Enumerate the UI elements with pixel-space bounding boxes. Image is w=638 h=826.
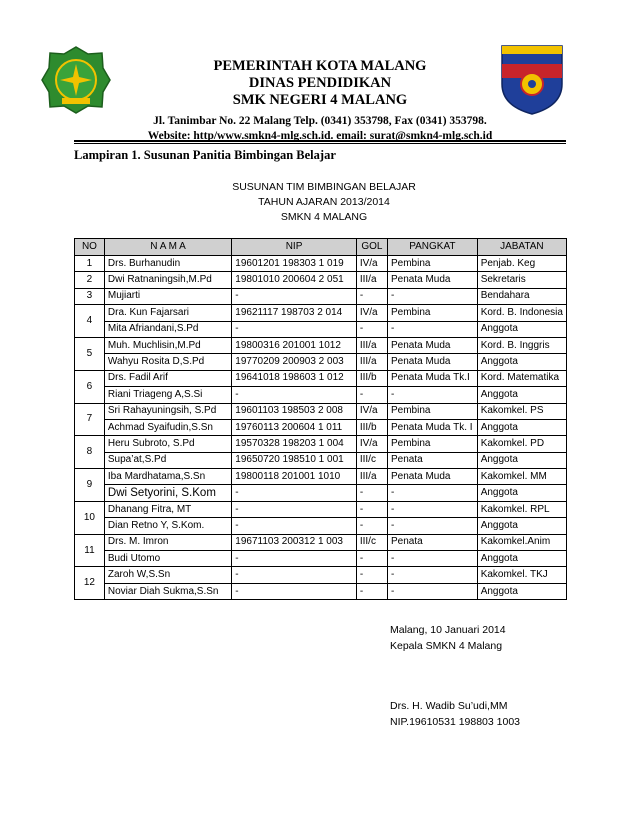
cell-jabatan: Bendahara [477, 288, 566, 304]
table-row [75, 403, 567, 419]
cell-nip: 19801010 200604 2 051 [232, 272, 357, 288]
cell-nama: Wahyu Rosita D,S.Pd [104, 354, 231, 370]
cell-nip: - [232, 387, 357, 403]
cell-nip: - [232, 501, 357, 517]
cell-nama: Dhanang Fitra, MT [104, 501, 231, 517]
cell-gol: IV/a [356, 305, 387, 321]
cell-gol: III/a [356, 272, 387, 288]
table-row [75, 337, 567, 353]
cell-no: 2 [75, 272, 105, 288]
cell-pangkat: Penata Muda Tk.I [388, 370, 478, 386]
table-row [75, 305, 567, 321]
cell-no: 9 [75, 469, 105, 502]
cell-pangkat: - [388, 518, 478, 534]
cell-pangkat: - [388, 583, 478, 599]
cell-pangkat: - [388, 485, 478, 501]
table-row [75, 551, 567, 567]
letterhead-address: Jl. Tanimbar No. 22 Malang Telp. (0341) 353798, Fax (0341) 353798. [153, 115, 487, 127]
cell-pangkat: - [388, 321, 478, 337]
table-row [75, 501, 567, 517]
cell-pangkat: Pembina [388, 436, 478, 452]
letterhead-rule-thin [74, 143, 566, 144]
table-row [75, 534, 567, 550]
table-header-row [75, 239, 567, 256]
cell-gol: III/a [356, 337, 387, 353]
cell-nip: 19641018 198603 1 012 [232, 370, 357, 386]
cell-no: 3 [75, 288, 105, 304]
letterhead-government: PEMERINTAH KOTA MALANG [213, 58, 427, 74]
cell-gol: IV/a [356, 256, 387, 272]
cell-jabatan: Kakomkel. PS [477, 403, 566, 419]
cell-pangkat: Penata Muda [388, 337, 478, 353]
cell-nip: 19621117 198703 2 014 [232, 305, 357, 321]
cell-jabatan: Anggota [477, 485, 566, 501]
cell-nama: Drs. Burhanudin [104, 256, 231, 272]
cell-no: 5 [75, 337, 105, 370]
cell-nip: 19760113 200604 1 011 [232, 419, 357, 435]
cell-gol: III/a [356, 354, 387, 370]
table-row [75, 485, 567, 501]
cell-nip: 19800118 201001 1010 [232, 469, 357, 485]
cell-pangkat: Penata [388, 534, 478, 550]
cell-jabatan: Sekretaris [477, 272, 566, 288]
cell-gol: IV/a [356, 436, 387, 452]
cell-gol: III/b [356, 370, 387, 386]
table-row [75, 256, 567, 272]
signature-block [390, 622, 520, 730]
cell-nip: 19671103 200312 1 003 [232, 534, 357, 550]
cell-jabatan: Kakomkel. MM [477, 469, 566, 485]
cell-nama: Zaroh W,S.Sn [104, 567, 231, 583]
cell-no: 10 [75, 501, 105, 534]
header-nama: N A M A [104, 239, 231, 256]
cell-nip: 19800316 201001 1012 [232, 337, 357, 353]
cell-jabatan: Kord. Matematika [477, 370, 566, 386]
title-line-1: SUSUNAN TIM BIMBINGAN BELAJAR [232, 181, 416, 193]
cell-nama: Mujiarti [104, 288, 231, 304]
cell-no: 11 [75, 534, 105, 567]
letterhead-website: Website: http/www.smkn4-mlg.sch.id. email: surat@smkn4-mlg.sch.id [147, 130, 493, 142]
cell-jabatan: Anggota [477, 551, 566, 567]
cell-nama: Sri Rahayuningsih, S.Pd [104, 403, 231, 419]
cell-no: 12 [75, 567, 105, 600]
cell-nama: Noviar Diah Sukma,S.Sn [104, 583, 231, 599]
table-row [75, 387, 567, 403]
table-row [75, 354, 567, 370]
letterhead-rule [74, 140, 566, 142]
cell-jabatan: Kakomkel. TKJ [477, 567, 566, 583]
cell-nama: Dwi Setyorini, S.Kom [104, 485, 231, 501]
table-row [75, 583, 567, 599]
cell-pangkat: Penata [388, 452, 478, 468]
cell-nama: Mita Afriandani,S.Pd [104, 321, 231, 337]
cell-nip: - [232, 551, 357, 567]
cell-nip: 19770209 200903 2 003 [232, 354, 357, 370]
signature-nip: NIP.19610531 198803 1003 [390, 716, 521, 728]
cell-jabatan: Anggota [477, 354, 566, 370]
cell-pangkat: Penata Muda [388, 469, 478, 485]
table-row [75, 469, 567, 485]
header-gol: GOL [356, 239, 387, 256]
cell-nip: 19601201 198303 1 019 [232, 256, 357, 272]
cell-nip: - [232, 567, 357, 583]
cell-pangkat: - [388, 551, 478, 567]
table-row [75, 567, 567, 583]
cell-no: 1 [75, 256, 105, 272]
cell-nama: Muh. Muchlisin,M.Pd [104, 337, 231, 353]
title-line-3: SMKN 4 MALANG [280, 211, 368, 223]
cell-pangkat: Penata Muda [388, 272, 478, 288]
table-row [75, 436, 567, 452]
cell-nip: - [232, 321, 357, 337]
cell-jabatan: Anggota [477, 518, 566, 534]
cell-nama: Budi Utomo [104, 551, 231, 567]
attachment-heading: Lampiran 1. Susunan Panitia Bimbingan Belajar [74, 148, 336, 162]
letterhead-department: DINAS PENDIDIKAN [248, 75, 392, 91]
header-nip: NIP [232, 239, 357, 256]
cell-jabatan: Anggota [477, 387, 566, 403]
cell-nama: Supa’at,S.Pd [104, 452, 231, 468]
table-row [75, 321, 567, 337]
cell-pangkat: - [388, 387, 478, 403]
cell-gol: - [356, 501, 387, 517]
cell-nip: 19650720 198510 1 001 [232, 452, 357, 468]
city-emblem-icon [40, 44, 112, 116]
cell-nip: 19570328 198203 1 004 [232, 436, 357, 452]
cell-jabatan: Penjab. Keg [477, 256, 566, 272]
letterhead [120, 58, 520, 144]
table-row [75, 272, 567, 288]
cell-jabatan: Anggota [477, 583, 566, 599]
cell-gol: - [356, 567, 387, 583]
cell-pangkat: Penata Muda Tk. I [388, 419, 478, 435]
title-line-2: TAHUN AJARAN 2013/2014 [258, 196, 390, 208]
committee-table [74, 238, 567, 600]
cell-pangkat: - [388, 288, 478, 304]
cell-gol: IV/a [356, 403, 387, 419]
header-jabatan: JABATAN [477, 239, 566, 256]
cell-nip: 19601103 198503 2 008 [232, 403, 357, 419]
cell-pangkat: - [388, 501, 478, 517]
cell-gol: - [356, 518, 387, 534]
cell-nip: - [232, 583, 357, 599]
cell-gol: - [356, 387, 387, 403]
cell-gol: III/a [356, 469, 387, 485]
cell-gol: - [356, 288, 387, 304]
cell-no: 4 [75, 305, 105, 338]
header-pangkat: PANGKAT [388, 239, 478, 256]
signature-name: Drs. H. Wadib Su’udi,MM [390, 700, 508, 712]
cell-no: 6 [75, 370, 105, 403]
header-no: NO [75, 239, 105, 256]
cell-nip: - [232, 518, 357, 534]
cell-gol: III/c [356, 452, 387, 468]
cell-nip: - [232, 485, 357, 501]
cell-no: 8 [75, 436, 105, 469]
cell-jabatan: Kord. B. Indonesia [477, 305, 566, 321]
cell-nama: Achmad Syaifudin,S.Sn [104, 419, 231, 435]
cell-nama: Drs. M. Imron [104, 534, 231, 550]
cell-gol: III/c [356, 534, 387, 550]
cell-pangkat: Pembina [388, 305, 478, 321]
cell-no: 7 [75, 403, 105, 436]
cell-jabatan: Kakomkel.Anim [477, 534, 566, 550]
table-row [75, 288, 567, 304]
cell-nama: Dwi Ratnaningsih,M.Pd [104, 272, 231, 288]
cell-pangkat: - [388, 567, 478, 583]
table-row [75, 370, 567, 386]
cell-gol: - [356, 321, 387, 337]
cell-jabatan: Kakomkel. PD [477, 436, 566, 452]
cell-nama: Dian Retno Y, S.Kom. [104, 518, 231, 534]
cell-nip: - [232, 288, 357, 304]
cell-jabatan: Kakomkel. RPL [477, 501, 566, 517]
cell-gol: III/b [356, 419, 387, 435]
letterhead-school: SMK NEGERI 4 MALANG [232, 92, 408, 108]
cell-nama: Drs. Fadil Arif [104, 370, 231, 386]
signature-place-date: Malang, 10 Januari 2014 [390, 624, 506, 636]
cell-gol: - [356, 485, 387, 501]
table-row [75, 419, 567, 435]
cell-jabatan: Kord. B. Inggris [477, 337, 566, 353]
cell-pangkat: Penata Muda [388, 354, 478, 370]
cell-nama: Iba Mardhatama,S.Sn [104, 469, 231, 485]
cell-nama: Heru Subroto, S.Pd [104, 436, 231, 452]
document-title [74, 180, 574, 225]
cell-gol: - [356, 583, 387, 599]
cell-gol: - [356, 551, 387, 567]
cell-nama: Riani Triageng A,S.Si [104, 387, 231, 403]
cell-jabatan: Anggota [477, 321, 566, 337]
table-row [75, 518, 567, 534]
cell-pangkat: Pembina [388, 256, 478, 272]
signature-position: Kepala SMKN 4 Malang [390, 640, 503, 652]
cell-jabatan: Anggota [477, 419, 566, 435]
cell-nama: Dra. Kun Fajarsari [104, 305, 231, 321]
table-row [75, 452, 567, 468]
cell-pangkat: Pembina [388, 403, 478, 419]
cell-jabatan: Anggota [477, 452, 566, 468]
